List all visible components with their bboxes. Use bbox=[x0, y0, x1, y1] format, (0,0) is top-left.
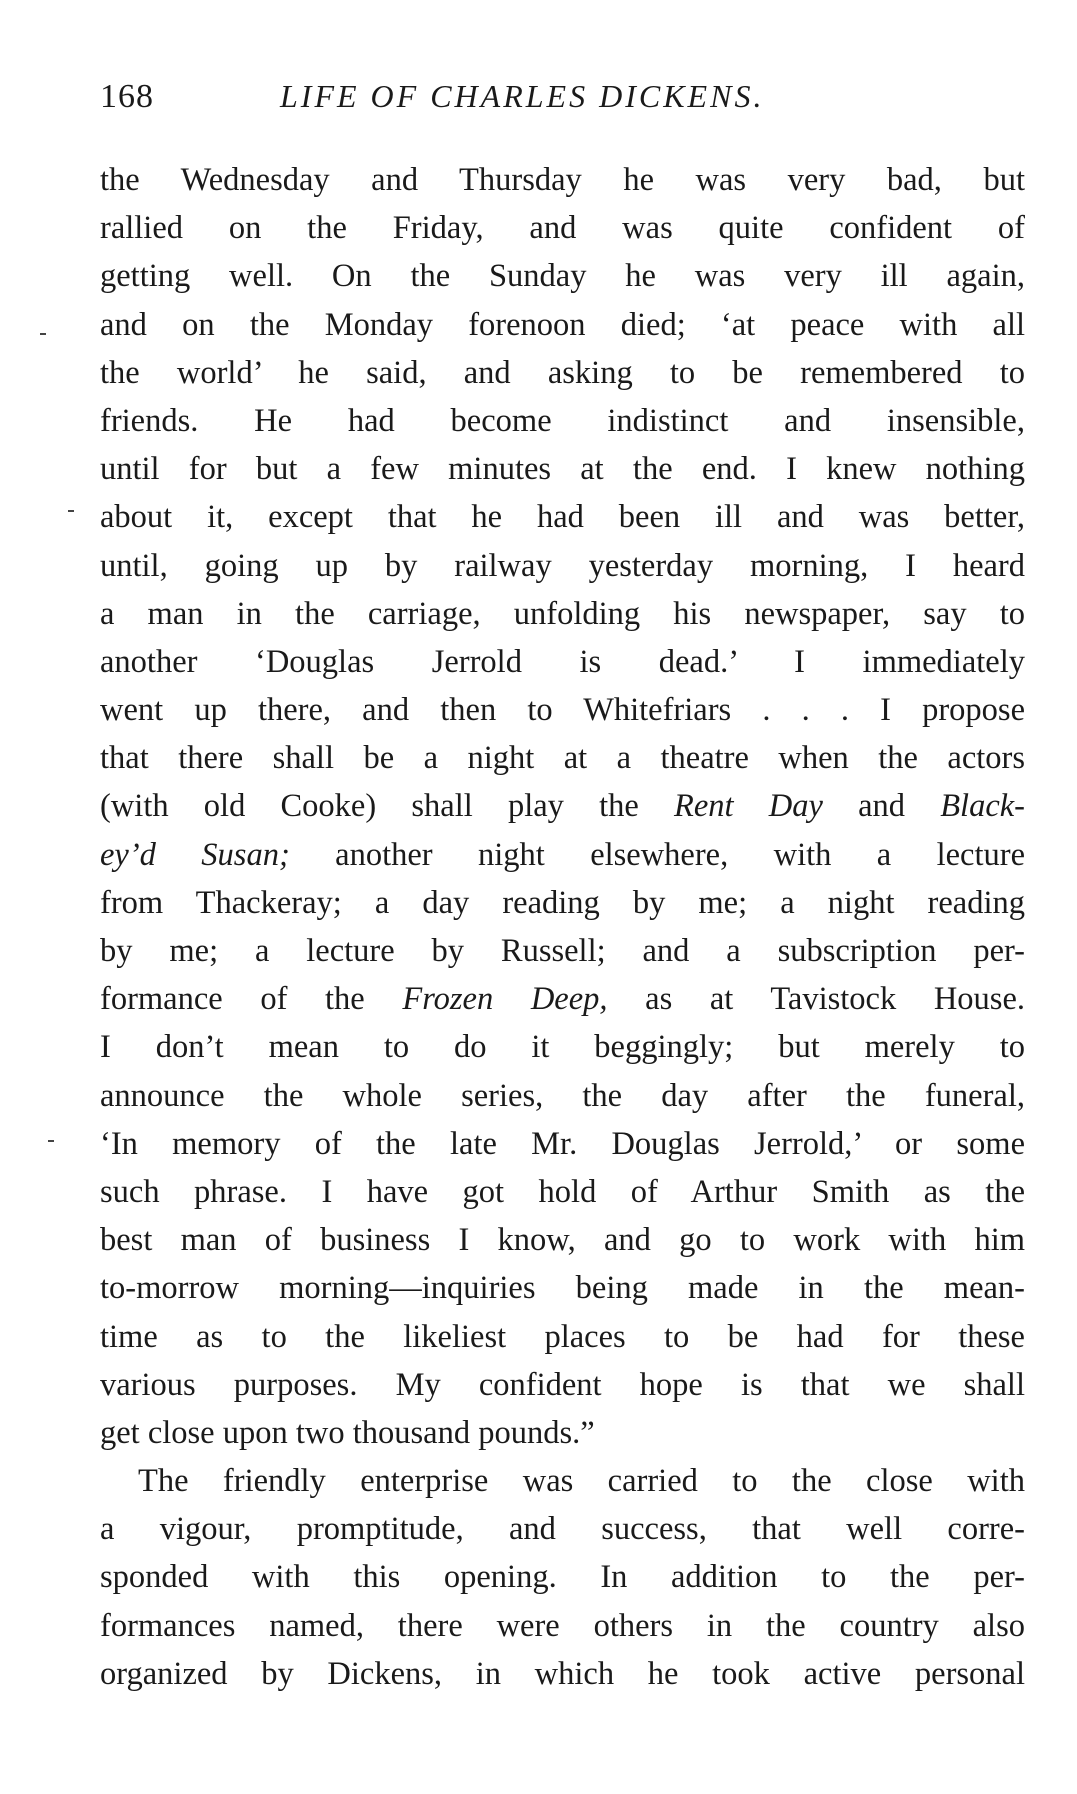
text-line: getting well. On the Sunday he was very ill again, bbox=[100, 258, 1025, 295]
text-line: sponded with this opening. In addition to the per- bbox=[100, 1559, 1025, 1596]
text-line: about it, except that he had been ill and was better, bbox=[100, 499, 1025, 536]
text-line: rallied on the Friday, and was quite confident of bbox=[100, 210, 1025, 247]
text-line: formances named, there were others in the country also bbox=[100, 1607, 1025, 1644]
text-line: a vigour, promptitude, and success, that well corre- bbox=[100, 1511, 1025, 1548]
text-run: formance of the bbox=[100, 981, 403, 1018]
text-line: by me; a lecture by Russell; and a subscription per- bbox=[100, 933, 1025, 969]
page-number: 168 bbox=[100, 78, 154, 115]
margin-mark bbox=[68, 510, 74, 512]
text-line: another ‘Douglas Jerrold is dead.’ I immediately bbox=[100, 643, 1025, 680]
text-line: announce the whole series, the day after the funeral, bbox=[100, 1077, 1025, 1114]
italic-title: Frozen Deep, bbox=[402, 981, 608, 1018]
text-line: various purposes. My confident hope is that we shall bbox=[100, 1366, 1025, 1403]
text-line: the Wednesday and Thursday he was very bad, but bbox=[100, 162, 1025, 198]
text-line bbox=[100, 975, 1025, 1023]
text-line: organized by Dickens, in which he took active personal bbox=[100, 1655, 1025, 1692]
text-line: ‘In memory of the late Mr. Douglas Jerrold,’ or some bbox=[100, 1125, 1025, 1162]
text-line: from Thackeray; a day reading by me; a night reading bbox=[100, 884, 1025, 921]
text-line: until for but a few minutes at the end. I knew nothing bbox=[100, 451, 1025, 488]
running-head bbox=[100, 78, 970, 128]
text-line: I don’t mean to do it beggingly; but merely to bbox=[100, 1029, 1025, 1066]
italic-title: ey’d Susan; bbox=[100, 836, 290, 873]
margin-mark bbox=[40, 333, 46, 335]
text-line: a man in the carriage, unfolding his newspaper, say to bbox=[100, 595, 1025, 632]
italic-title: Black- bbox=[940, 788, 1025, 825]
text-line: time as to the likeliest places to be had for these bbox=[100, 1318, 1025, 1355]
running-title: LIFE OF CHARLES DICKENS. bbox=[280, 78, 765, 114]
text-run: as at Tavistock House. bbox=[607, 981, 1025, 1018]
body-text bbox=[100, 156, 1025, 1698]
text-line: such phrase. I have got hold of Arthur Smith as the bbox=[100, 1173, 1025, 1210]
text-run: (with old Cooke) shall play the bbox=[100, 788, 674, 825]
text-run: and bbox=[822, 788, 941, 825]
text-run: another night elsewhere, with a lecture bbox=[289, 836, 1025, 873]
text-line: and on the Monday forenoon died; ‘at peace with all bbox=[100, 306, 1025, 343]
text-line: to-morrow morning—inquiries being made in the mean- bbox=[100, 1270, 1025, 1307]
text-line: went up there, and then to Whitefriars . . . I propose bbox=[100, 692, 1025, 729]
text-line: friends. He had become indistinct and insensible, bbox=[100, 402, 1025, 439]
text-line: until, going up by railway yesterday morning, I heard bbox=[100, 547, 1025, 584]
text-line: that there shall be a night at a theatre when the actors bbox=[100, 740, 1025, 777]
text-line bbox=[100, 831, 1025, 879]
italic-title: Rent Day bbox=[673, 788, 823, 825]
text-line: The friendly enterprise was carried to the close with bbox=[138, 1463, 1025, 1500]
text-line: best man of business I know, and go to work with him bbox=[100, 1222, 1025, 1259]
text-line: the world’ he said, and asking to be remembered to bbox=[100, 354, 1025, 391]
text-line: get close upon two thousand pounds.” bbox=[100, 1414, 595, 1451]
text-line bbox=[100, 782, 1025, 830]
margin-mark bbox=[48, 1140, 54, 1142]
